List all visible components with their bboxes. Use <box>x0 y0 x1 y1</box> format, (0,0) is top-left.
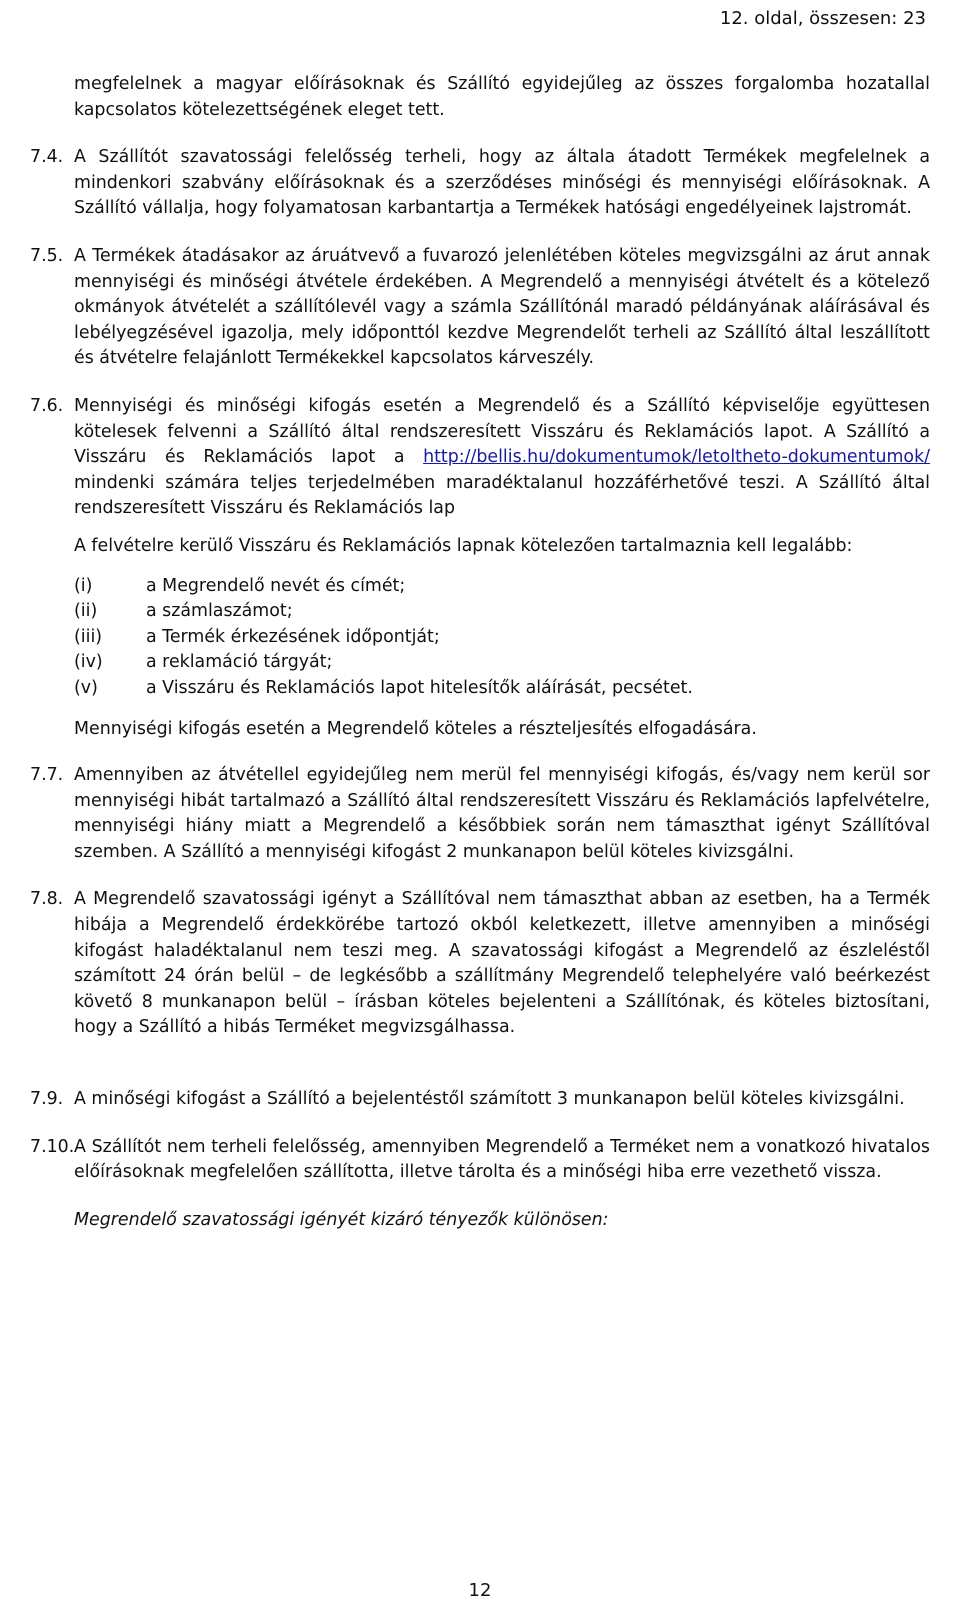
section-number: 7.7. <box>30 765 64 786</box>
section-number: 7.4. <box>30 147 64 168</box>
document-link[interactable]: http://bellis.hu/dokumentumok/letoltheto-dokumentumok/ <box>423 447 930 468</box>
section-7-8 <box>30 887 930 1041</box>
section-7-9 <box>30 1087 930 1113</box>
document-body <box>30 72 930 1233</box>
section-7-7 <box>30 763 930 865</box>
list-item-number: (ii) <box>74 601 98 622</box>
list-item <box>74 676 930 702</box>
list-item <box>74 625 930 651</box>
section-number: 7.10. <box>30 1136 75 1157</box>
section-text: A Szállítót szavatossági felelősség terheli, hogy az általa átadott Termékek megfelelnek a mindenkori szabvány előírásoknak és a szerződéses minőségi és mennyiségi előírásoknak. A Szállító vállalja, hogy folyamatosan karbantartja a Termékek hatósági engedélyeinek lajstromát. <box>74 147 930 219</box>
section-7-5 <box>30 244 930 372</box>
list-item <box>74 599 930 625</box>
intro-paragraph: megfelelnek a magyar előírásoknak és Szállító egyidejűleg az összes forgalomba hozatallal kapcsolatos kötelezettségének eleget tett. <box>74 74 930 120</box>
list-item-text: a Megrendelő nevét és címét; <box>146 575 406 596</box>
section-text: A minőségi kifogást a Szállító a bejelentéstől számított 3 munkanapon belül köteles kivizsgálni. <box>74 1089 905 1109</box>
list-item <box>74 650 930 676</box>
list-item-text: a Termék érkezésének időpontját; <box>146 626 440 647</box>
page-header: 12. oldal, összesen: 23 <box>719 8 926 29</box>
list-item-text: a Visszáru és Reklamációs lapot hitelesítők aláírását, pecsétet. <box>146 677 693 698</box>
list-item-number: (iii) <box>74 626 103 647</box>
list-item-text: a számlaszámot; <box>146 601 293 622</box>
section-number: 7.9. <box>30 1089 64 1109</box>
list-item <box>74 574 930 600</box>
list-item-number: (iv) <box>74 652 103 673</box>
section-7-4 <box>30 145 930 222</box>
section-text: A Termékek átadásakor az áruátvevő a fuvarozó jelenlétében köteles megvizsgálni az árut annak mennyiségi és minőségi átvétele érdekében. A Megrendelő a mennyiségi átvételt és a kötelező okmányok átvételét a szállítólevél vagy a számla Szállítónál maradó példányának aláírásával és lebélyegzésével igazolja, mely időponttól kezdve Megrendelőt terheli az Szállító által leszállított és átvételre felajánlott Termékekkel kapcsolatos kárveszély. <box>74 245 930 369</box>
list-item-number: (i) <box>74 575 93 596</box>
text-after-link: mindenki számára teljes terjedelmében maradéktalanul hozzáférhetővé teszi. A Szállító által rendszeresített Visszáru és Reklamációs lap <box>74 472 930 519</box>
section-7-6 <box>30 394 930 743</box>
section-number: 7.6. <box>30 395 64 416</box>
partial-fulfilment-note: Mennyiségi kifogás esetén a Megrendelő köteles a részteljesítés elfogadására. <box>74 719 757 740</box>
exclusion-factors-heading: Megrendelő szavatossági igényét kizáró tényezők különösen: <box>74 1209 609 1230</box>
list-item-number: (v) <box>74 677 98 698</box>
section-text <box>74 394 930 522</box>
section-number: 7.5. <box>30 245 64 266</box>
page-number: 12 <box>468 1580 492 1601</box>
requirements-list <box>74 574 930 702</box>
section-7-10 <box>30 1135 930 1234</box>
requirements-intro: A felvételre kerülő Visszáru és Reklamációs lapnak kötelezően tartalmaznia kell legalább: <box>74 535 853 556</box>
text-before-link: Mennyiségi és minőségi kifogás esetén a Megrendelő és a Szállító képviselője együttesen kötelesek felvenni a Szállító által rendszeresített Visszáru és Reklamációs lapot. A Szállító a Visszáru és Reklamációs lapot a <box>74 395 930 468</box>
section-text: A Megrendelő szavatossági igényt a Szállítóval nem támaszthat abban az esetben, ha a Termék hibája a Megrendelő érdekkörébe tartozó okból keletkezett, illetve amennyiben a minőségi kifogást haladéktalanul nem teszi meg. A szavatossági kifogást a Megrendelő az észleléstől számított 24 órán belül – de legkésőbb a szállítmány Megrendelő telephelyére való beérkezést követő 8 munkanapon belül – írásban köteles bejelenteni a Szállítónak, és köteles biztosítani, hogy a Szállító a hibás Terméket megvizsgálhassa. <box>74 889 930 1038</box>
section-number: 7.8. <box>30 889 64 910</box>
list-item-text: a reklamáció tárgyát; <box>146 652 333 673</box>
section-text: Amennyiben az átvétellel egyidejűleg nem merül fel mennyiségi kifogás, és/vagy nem kerül sor mennyiségi hibát tartalmazó a Szállító által rendszeresített Visszáru és Reklamációs lapfelvételre, mennyiségi hiány miatt a Megrendelő a későbbiek során nem támaszthat igényt Szállítóval szemben. A Szállító a mennyiségi kifogást 2 munkanapon belül köteles kivizsgálni. <box>74 765 930 862</box>
section-text: A Szállítót nem terheli felelősség, amennyiben Megrendelő a Terméket nem a vonatkozó hivatalos előírásoknak megfelelően szállította, illetve tárolta és a minőségi hiba erre vezethető vissza. <box>74 1136 930 1183</box>
